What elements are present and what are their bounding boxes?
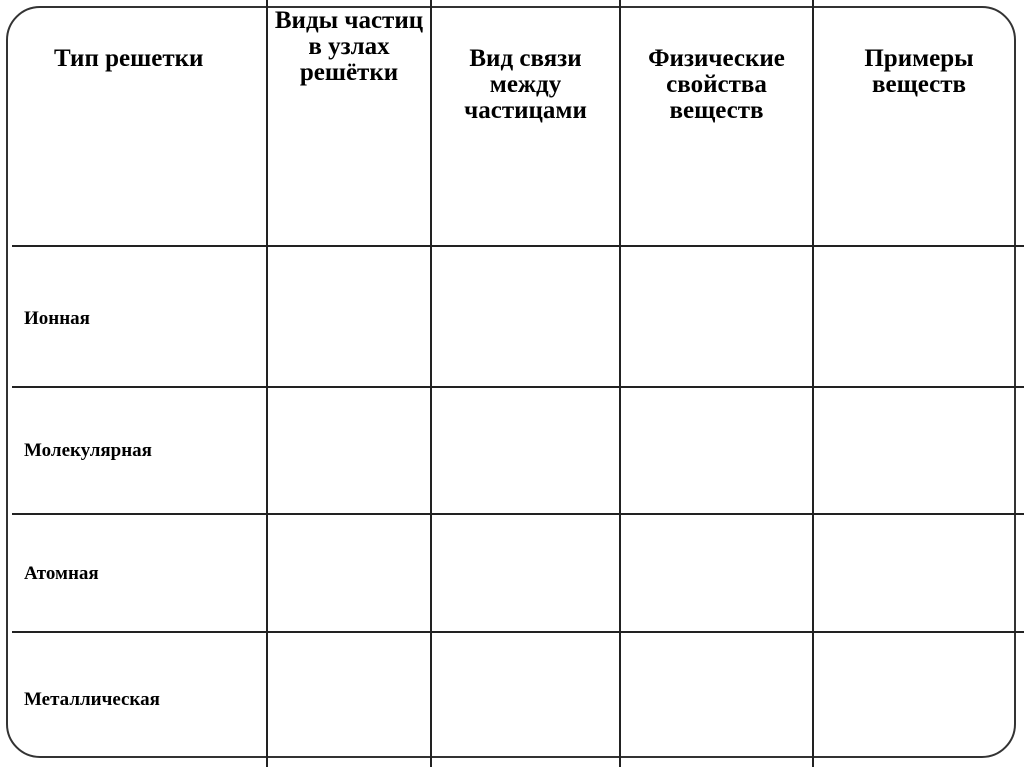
header-substance-examples: Примеры веществ bbox=[814, 0, 1024, 247]
table-cell bbox=[814, 388, 1024, 515]
table-cell bbox=[268, 633, 432, 767]
table-cell bbox=[268, 388, 432, 515]
table-cell bbox=[432, 633, 621, 767]
table-cell bbox=[268, 247, 432, 388]
table-cell bbox=[814, 633, 1024, 767]
header-lattice-type: Тип решетки bbox=[12, 0, 268, 247]
table-cell bbox=[621, 515, 814, 633]
table-cell bbox=[814, 247, 1024, 388]
table-cell bbox=[432, 515, 621, 633]
row-label-molecular: Молекулярная bbox=[12, 388, 268, 515]
row-label-ionic: Ионная bbox=[12, 247, 268, 388]
row-label-atomic: Атомная bbox=[12, 515, 268, 633]
table-cell bbox=[814, 515, 1024, 633]
table-cell bbox=[432, 388, 621, 515]
table-cell bbox=[621, 388, 814, 515]
lattice-table bbox=[12, 0, 1024, 767]
header-bond-type: Вид связи между частицами bbox=[432, 0, 621, 247]
header-physical-properties: Физические свойства веществ bbox=[621, 0, 814, 247]
header-particle-types: Виды частиц в узлах решётки bbox=[268, 0, 432, 247]
row-label-metallic: Металлическая bbox=[12, 633, 268, 767]
table-cell bbox=[621, 247, 814, 388]
table-cell bbox=[268, 515, 432, 633]
table-cell bbox=[621, 633, 814, 767]
table-cell bbox=[432, 247, 621, 388]
